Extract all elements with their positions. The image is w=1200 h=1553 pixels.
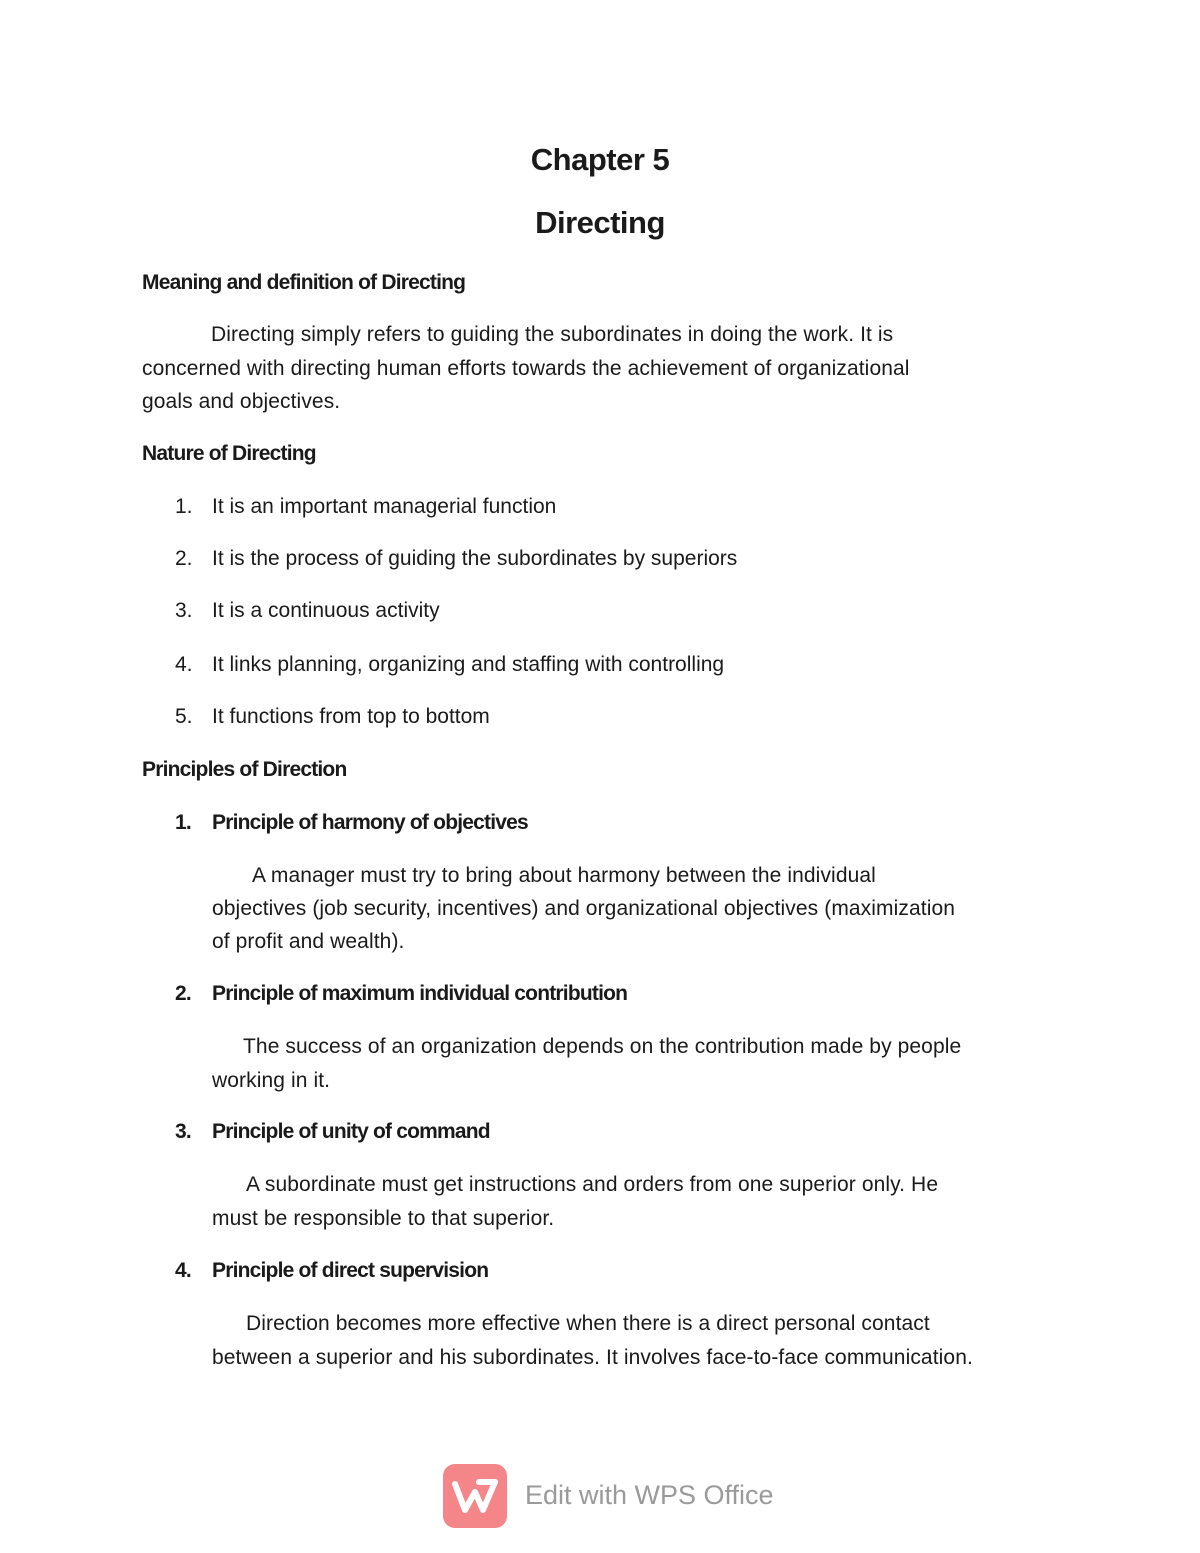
principle-number: 2. bbox=[175, 982, 191, 1005]
list-number: 4. bbox=[175, 653, 193, 676]
principle-text-line: must be responsible to that superior. bbox=[212, 1207, 555, 1230]
wps-logo-icon[interactable] bbox=[443, 1464, 507, 1528]
principle-number: 1. bbox=[175, 811, 191, 834]
principle-text-line: working in it. bbox=[212, 1069, 331, 1092]
wps-logo-glyph bbox=[443, 1464, 507, 1528]
principle-title: Principle of direct supervision bbox=[212, 1259, 489, 1282]
principle-text-line: A subordinate must get instructions and orders from one superior only. He bbox=[246, 1173, 939, 1196]
principle-title: Principle of maximum individual contribution bbox=[212, 982, 628, 1005]
principle-number: 4. bbox=[175, 1259, 191, 1282]
list-text: It is an important managerial function bbox=[212, 495, 557, 518]
list-number: 3. bbox=[175, 599, 193, 622]
list-number: 2. bbox=[175, 547, 193, 570]
principle-number: 3. bbox=[175, 1120, 191, 1143]
meaning-line-1: Directing simply refers to guiding the subordinates in doing the work. It is bbox=[211, 323, 894, 346]
list-text: It functions from top to bottom bbox=[212, 705, 490, 728]
principles-heading: Principles of Direction bbox=[142, 758, 347, 781]
meaning-heading: Meaning and definition of Directing bbox=[142, 271, 466, 294]
principle-text-line: of profit and wealth). bbox=[212, 930, 405, 953]
meaning-line-3: goals and objectives. bbox=[142, 390, 341, 413]
principle-text-line: objectives (job security, incentives) and organizational objectives (maximization bbox=[212, 897, 956, 920]
principle-text-line: Direction becomes more effective when there is a direct personal contact bbox=[246, 1312, 930, 1335]
principle-text-line: The success of an organization depends on the contribution made by people bbox=[243, 1035, 962, 1058]
chapter-label: Chapter 5 bbox=[530, 142, 670, 177]
list-text: It links planning, organizing and staffing with controlling bbox=[212, 653, 725, 676]
list-text: It is the process of guiding the subordinates by superiors bbox=[212, 547, 738, 570]
list-text: It is a continuous activity bbox=[212, 599, 440, 622]
page-title: Directing bbox=[535, 205, 665, 240]
list-number: 5. bbox=[175, 705, 193, 728]
principle-text-line: between a superior and his subordinates. It involves face-to-face communication. bbox=[212, 1346, 973, 1369]
list-number: 1. bbox=[175, 495, 193, 518]
principle-title: Principle of unity of command bbox=[212, 1120, 490, 1143]
meaning-line-2: concerned with directing human efforts towards the achievement of organizational bbox=[142, 357, 910, 380]
nature-heading: Nature of Directing bbox=[142, 442, 316, 465]
edit-with-wps-link[interactable]: Edit with WPS Office bbox=[525, 1480, 774, 1510]
principle-text-line: A manager must try to bring about harmony between the individual bbox=[252, 864, 876, 887]
principle-title: Principle of harmony of objectives bbox=[212, 811, 528, 834]
